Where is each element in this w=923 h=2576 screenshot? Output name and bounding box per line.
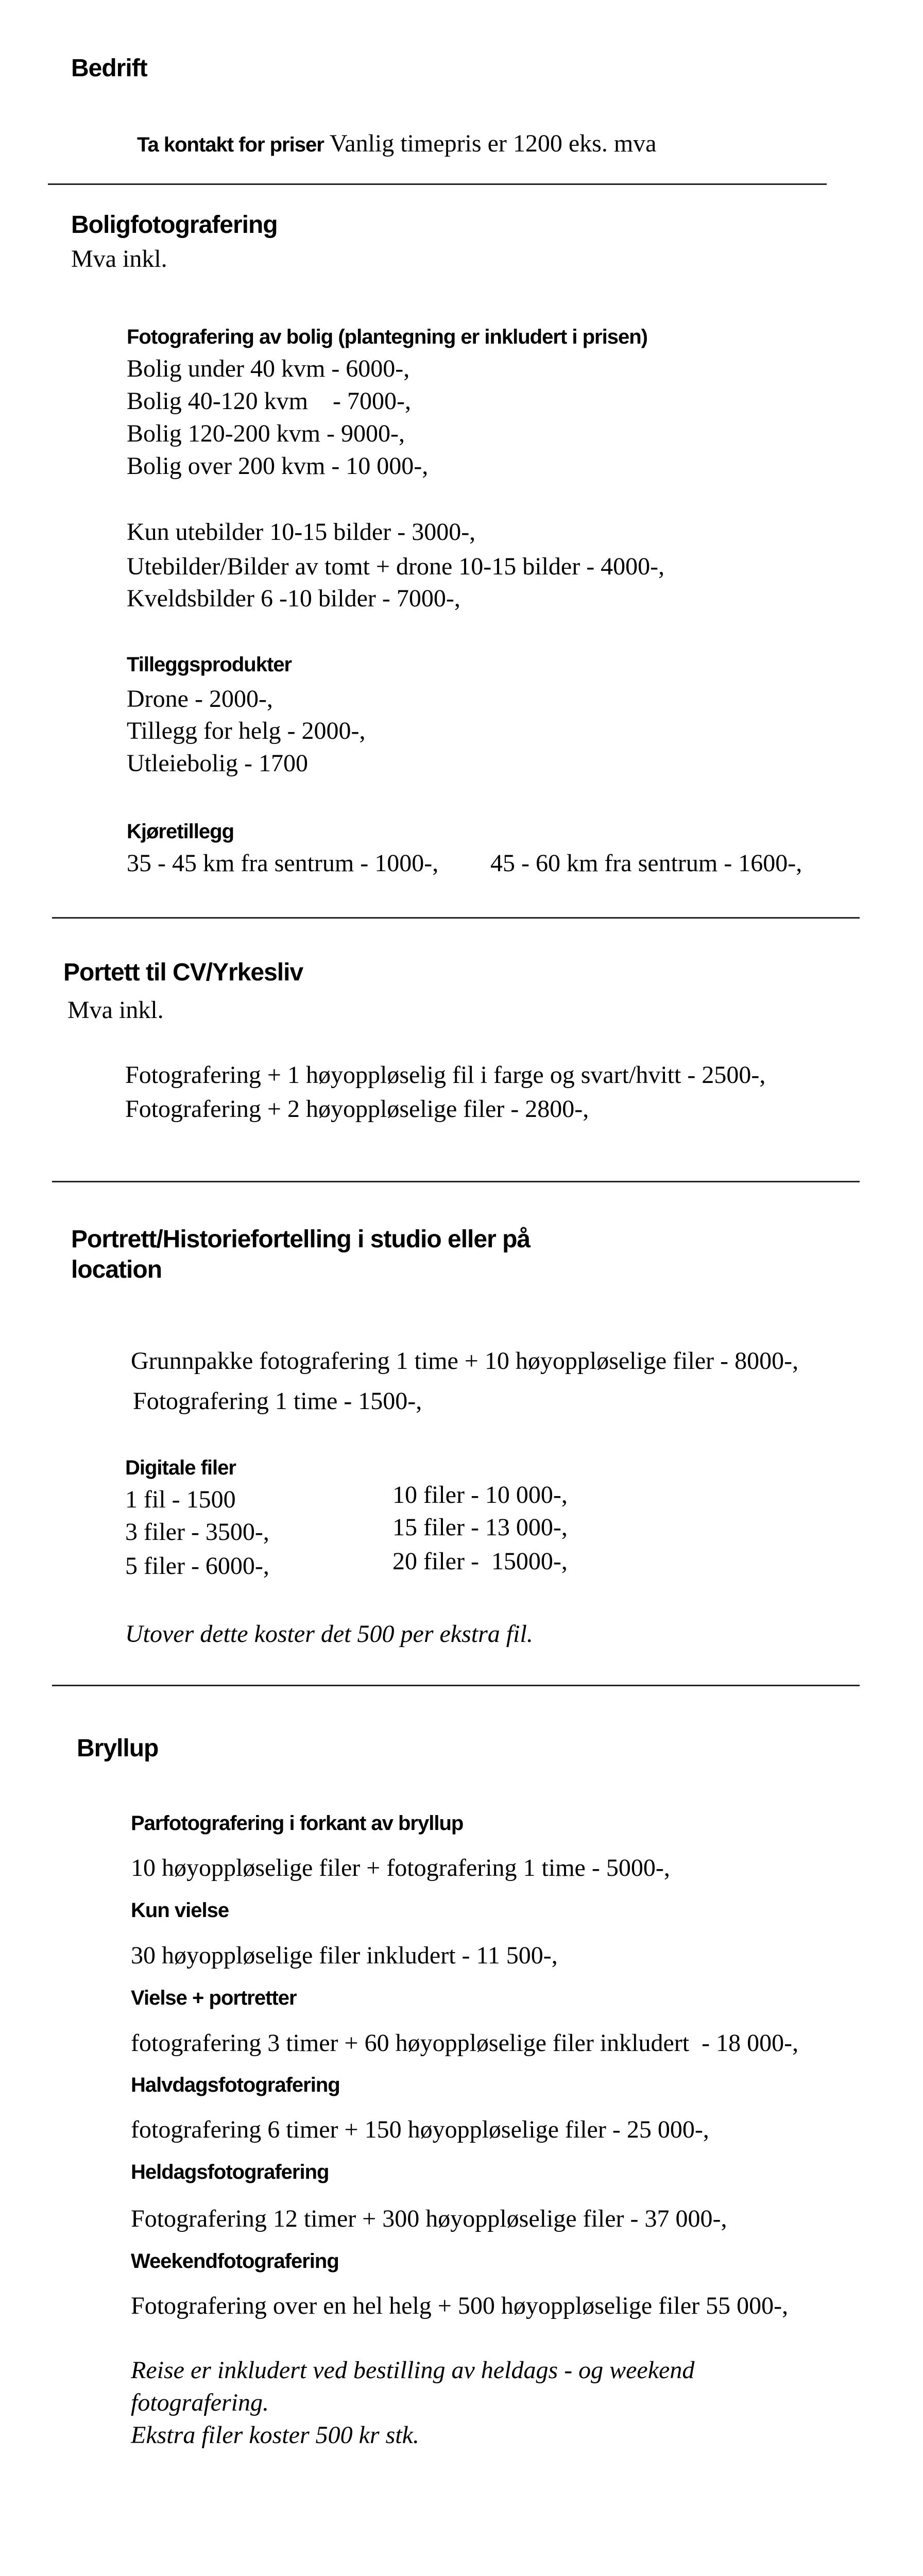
section-title-wedding: Bryllup	[77, 1735, 159, 1762]
package-desc: Fotografering over en hel helg + 500 høyoppløselige filer 55 000-,	[131, 2292, 789, 2319]
price-line: 15 filer - 13 000-,	[392, 1514, 568, 1541]
package-name: Vielse + portretter	[131, 1987, 297, 2009]
subheading: Digitale filer	[125, 1456, 236, 1479]
vat-note: Mva inkl.	[71, 245, 167, 273]
contact-bold: Ta kontakt for priser	[137, 133, 324, 156]
contact-text: Vanlig timepris er 1200 eks. mva	[323, 129, 657, 157]
section-title-bolig: Boligfotografering	[71, 211, 278, 239]
price-line: Kun utebilder 10-15 bilder - 3000-,	[127, 518, 476, 546]
price-line: Utleiebolig - 1700	[127, 750, 308, 777]
divider	[52, 917, 860, 919]
price-line: Fotografering 1 time - 1500-,	[133, 1387, 422, 1415]
subheading: Tilleggsprodukter	[127, 653, 292, 676]
note: Ekstra filer koster 500 kr stk.	[131, 2421, 419, 2449]
subheading: Kjøretillegg	[127, 820, 234, 843]
price-line: Tillegg for helg - 2000-,	[127, 717, 366, 744]
price-line: Bolig over 200 kvm - 10 000-,	[127, 452, 429, 480]
divider	[48, 183, 827, 185]
package-desc: 30 høyoppløselige filer inkludert - 11 500-,	[131, 1942, 558, 1969]
section-title-cv: Portett til CV/Yrkesliv	[63, 959, 303, 986]
note: Reise er inkludert ved bestilling av heldags - og weekend	[131, 2357, 695, 2384]
price-line: Grunnpakke fotografering 1 time + 10 høyoppløselige filer - 8000-,	[131, 1347, 799, 1375]
section-title-bedrift: Bedrift	[71, 55, 147, 82]
package-desc: 10 høyoppløselige filer + fotografering 1 time - 5000-,	[131, 1854, 670, 1882]
note: Utover dette koster det 500 per ekstra fil.	[125, 1620, 533, 1648]
package-name: Parfotografering i forkant av bryllup	[131, 1812, 464, 1835]
divider	[52, 1685, 860, 1686]
package-desc: Fotografering 12 timer + 300 høyoppløselige filer - 37 000-,	[131, 2205, 727, 2232]
price-line: 35 - 45 km fra sentrum - 1000-,	[127, 850, 439, 877]
section-title-portrait: Portrett/Historiefortelling i studio eller på	[71, 1226, 531, 1253]
price-line: Bolig under 40 kvm - 6000-,	[127, 355, 410, 382]
price-line: 20 filer - 15000-,	[392, 1548, 568, 1575]
price-line: Drone - 2000-,	[127, 685, 273, 713]
price-line: Kveldsbilder 6 -10 bilder - 7000-,	[127, 585, 460, 612]
section-title-portrait-cont: location	[71, 1256, 162, 1283]
price-line: Utebilder/Bilder av tomt + drone 10-15 bilder - 4000-,	[127, 553, 665, 580]
price-line: Fotografering + 2 høyoppløselige filer - 2800-,	[125, 1095, 589, 1123]
price-line: Bolig 40-120 kvm - 7000-,	[127, 387, 411, 415]
price-line: 5 filer - 6000-,	[125, 1552, 269, 1580]
price-line: 10 filer - 10 000-,	[392, 1481, 568, 1509]
price-line: Bolig 120-200 kvm - 9000-,	[127, 420, 405, 447]
bedrift-contact-line	[133, 121, 656, 157]
price-line: 3 filer - 3500-,	[125, 1518, 269, 1546]
package-name: Kun vielse	[131, 1899, 229, 1922]
package-name: Heldagsfotografering	[131, 2161, 329, 2183]
package-desc: fotografering 3 timer + 60 høyoppløselige filer inkludert - 18 000-,	[131, 2029, 799, 2057]
package-name: Halvdagsfotografering	[131, 2074, 340, 2096]
divider	[52, 1181, 860, 1182]
price-line: 45 - 60 km fra sentrum - 1600-,	[490, 850, 802, 877]
vat-note: Mva inkl.	[67, 996, 164, 1024]
package-desc: fotografering 6 timer + 150 høyoppløselige filer - 25 000-,	[131, 2116, 709, 2143]
price-line: Fotografering + 1 høyoppløselig fil i farge og svart/hvitt - 2500-,	[125, 1061, 766, 1089]
price-line: 1 fil - 1500	[125, 1486, 236, 1513]
note: fotografering.	[131, 2389, 269, 2416]
subheading: Fotografering av bolig (plantegning er inkludert i prisen)	[127, 326, 647, 348]
package-name: Weekendfotografering	[131, 2250, 339, 2273]
